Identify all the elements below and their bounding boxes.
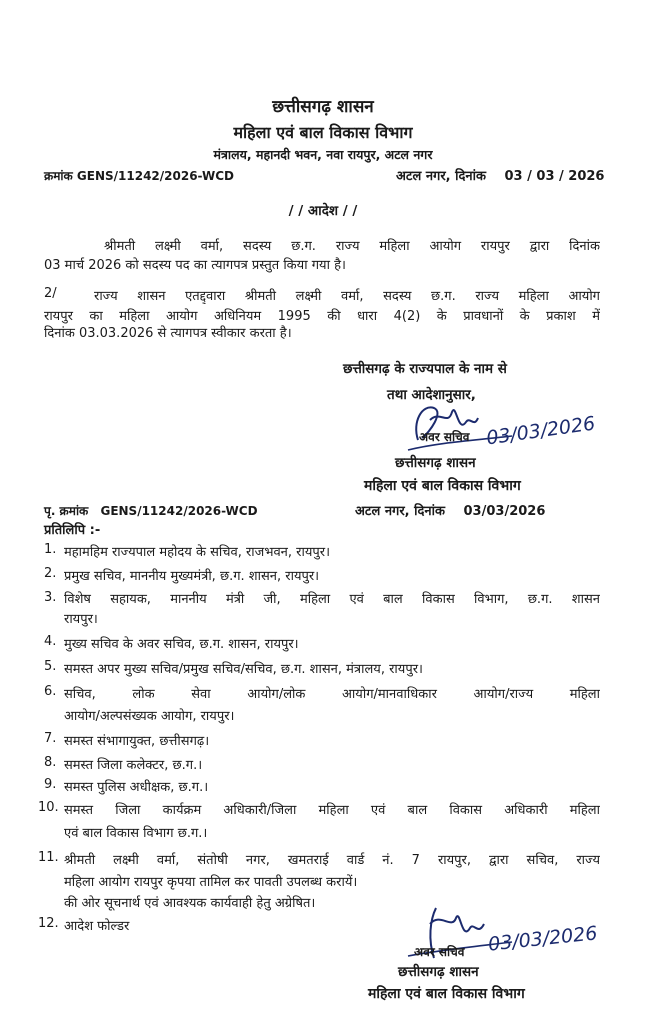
- copy-item-number: 11.: [38, 850, 59, 865]
- copy-item-number: 4.: [44, 634, 57, 649]
- order-place-date-row: [396, 166, 604, 184]
- by-order-line: तथा आदेशानुसार,: [387, 387, 476, 403]
- order-number: GENS/11242/2026-WCD: [76, 169, 234, 183]
- copy-forward-line: की ओर सूचनार्थ एवं आवश्यक कार्यवाही हेतु अग्रेषित।: [64, 896, 316, 911]
- copy-item-line: समस्त अपर मुख्य सचिव/प्रमुख सचिव/सचिव, छ.ग. शासन, मंत्रालय, रायपुर।: [64, 662, 423, 677]
- signature-2-handwritten-date: 03/03/2026: [487, 922, 599, 956]
- order-number-label: क्रमांक: [44, 169, 73, 183]
- signature-1-handwritten-date: 03/03/2026: [485, 412, 597, 450]
- copy-item-number: 5.: [44, 659, 57, 674]
- copy-item-line: प्रमुख सचिव, माननीय मुख्यमंत्री, छ.ग. शासन, रायपुर।: [64, 569, 320, 584]
- copy-item-line: महामहिम राज्यपाल महोदय के सचिव, राजभवन, रायपुर।: [64, 545, 331, 560]
- signature-2-government: छत्तीसगढ़ शासन: [398, 964, 479, 980]
- department-heading: महिला एवं बाल विकास विभाग: [233, 123, 413, 142]
- copy-item-line: आदेश फोल्डर: [64, 919, 130, 934]
- copy-item-number: 10.: [38, 800, 59, 815]
- order-number-row: [44, 167, 234, 184]
- para1-line1: श्रीमती लक्ष्मी वर्मा, सदस्य छ.ग. राज्य महिला आयोग रायपुर द्वारा दिनांक: [104, 239, 600, 254]
- copy-item-line: समस्त जिला कार्यक्रम अधिकारी/जिला महिला एवं बाल विकास अधिकारी महिला: [64, 803, 600, 818]
- para2-line1: राज्य शासन एतद्द्वारा श्रीमती लक्ष्मी वर्मा, सदस्य छ.ग. राज्य महिला आयोग: [94, 289, 600, 304]
- endorsement-number-label: पृ. क्रमांक: [44, 504, 89, 518]
- para2-line2: रायपुर का महिला आयोग अधिनियम 1995 की धारा 4(2) के प्रावधानों के प्रकाश में: [44, 309, 600, 324]
- copy-item-number: 9.: [44, 777, 57, 792]
- endorsement-number: GENS/11242/2026-WCD: [100, 504, 258, 518]
- copy-item-number: 2.: [44, 566, 57, 581]
- copy-item-number: 3.: [44, 590, 57, 605]
- copy-item-line: आयोग/अल्पसंख्यक आयोग, रायपुर।: [64, 709, 235, 724]
- order-title: / / आदेश / /: [288, 203, 358, 219]
- signature-1-department: महिला एवं बाल विकास विभाग: [364, 478, 521, 494]
- para1-line2: 03 मार्च 2026 को सदस्य पद का त्यागपत्र प्रस्तुत किया गया है।: [44, 258, 346, 273]
- endorsement-date: 03/03/2026: [463, 504, 546, 519]
- signature-2-department: महिला एवं बाल विकास विभाग: [368, 986, 525, 1002]
- copy-item-line: समस्त जिला कलेक्टर, छ.ग.।: [64, 758, 203, 773]
- copy-item-line: महिला आयोग रायपुर कृपया तामिल कर पावती उपलब्ध करायें।: [64, 875, 358, 890]
- order-date: 03 / 03 / 2026: [504, 169, 605, 184]
- endorsement-number-row: [44, 502, 258, 519]
- para2-line3: दिनांक 03.03.2026 से त्यागपत्र स्वीकार करता है।: [44, 326, 292, 341]
- endorsement-place-date-label: अटल नगर, दिनांक: [355, 504, 445, 519]
- copy-item-number: 7.: [44, 731, 57, 746]
- signature-1-government: छत्तीसगढ़ शासन: [395, 455, 476, 471]
- copy-item-line: सचिव, लोक सेवा आयोग/लोक आयोग/मानवाधिकार आयोग/राज्य महिला: [64, 687, 600, 702]
- copy-item-line: विशेष सहायक, माननीय मंत्री जी, महिला एवं बाल विकास विभाग, छ.ग. शासन: [64, 592, 600, 607]
- copy-item-line: एवं बाल विकास विभाग छ.ग.।: [64, 826, 208, 841]
- endorsement-place-date-row: [355, 501, 545, 519]
- copy-item-line: रायपुर।: [64, 612, 98, 627]
- governor-name-line: छत्तीसगढ़ के राज्यपाल के नाम से: [343, 361, 507, 377]
- para2-number: 2/: [44, 286, 57, 301]
- copy-item-line: समस्त संभागायुक्त, छत्तीसगढ़।: [64, 734, 210, 749]
- copy-item-number: 1.: [44, 542, 57, 557]
- address-line: मंत्रालय, महानदी भवन, नवा रायपुर, अटल नगर: [213, 147, 433, 162]
- copy-item-number: 12.: [38, 916, 59, 931]
- copy-item-number: 8.: [44, 755, 57, 770]
- signature-2-designation: अवर सचिव: [414, 945, 465, 959]
- government-heading: छत्तीसगढ़ शासन: [272, 97, 374, 117]
- copy-item-line: श्रीमती लक्ष्मी वर्मा, संतोषी नगर, खमतराई वार्ड नं. 7 रायपुर, द्वारा सचिव, राज्य: [64, 853, 600, 868]
- copy-item-line: समस्त पुलिस अधीक्षक, छ.ग.।: [64, 780, 209, 795]
- copy-item-number: 6.: [44, 684, 57, 699]
- copy-item-line: मुख्य सचिव के अवर सचिव, छ.ग. शासन, रायपुर।: [64, 637, 299, 652]
- copy-heading: प्रतिलिपि :-: [44, 523, 101, 538]
- signature-1-designation: अवर सचिव: [419, 430, 470, 444]
- order-place-date-label: अटल नगर, दिनांक: [396, 169, 486, 184]
